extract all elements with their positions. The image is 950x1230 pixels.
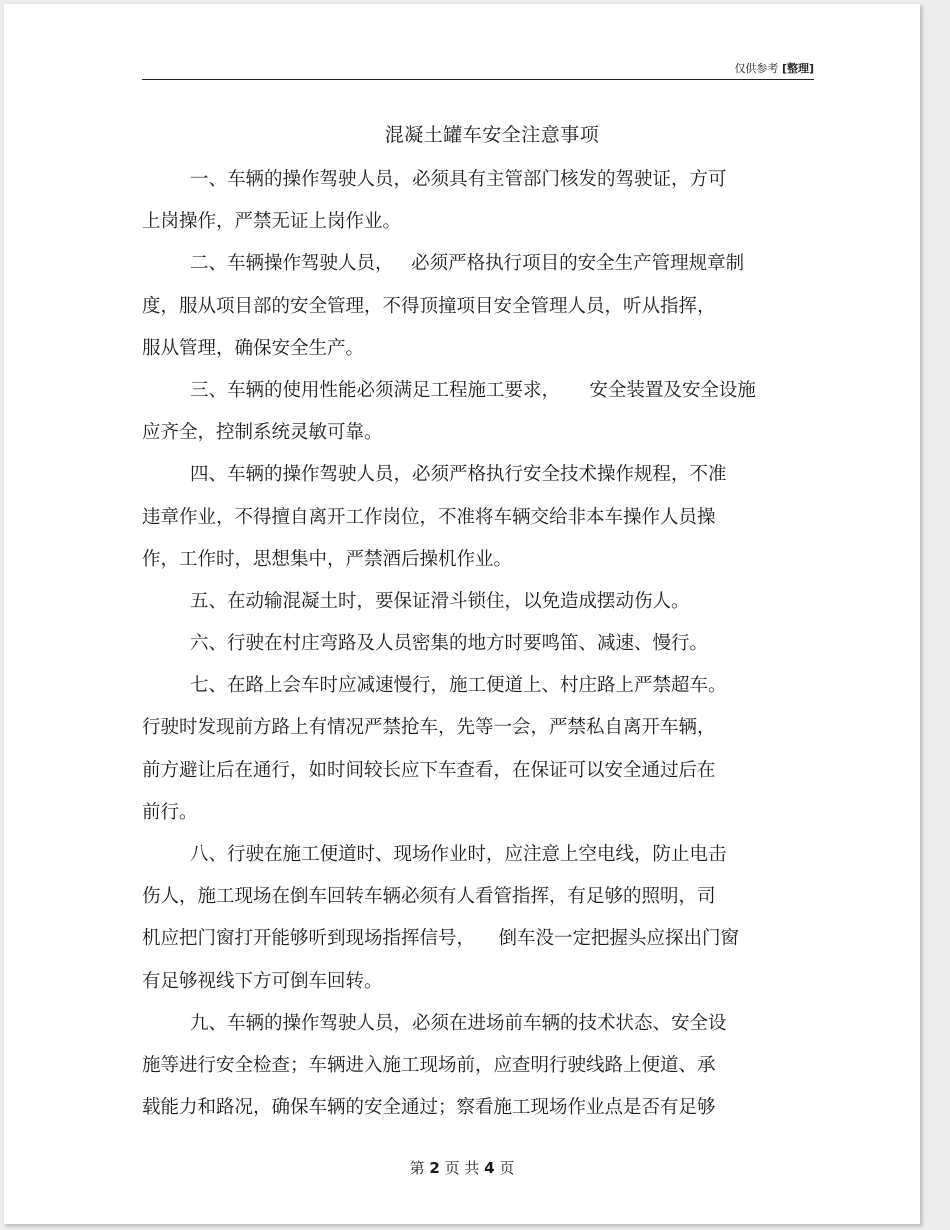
document-page	[4, 4, 920, 1224]
body-line: 作，工作时，思想集中，严禁酒后操机作业。	[142, 548, 513, 570]
footer-suffix: 页	[499, 1159, 515, 1177]
body-line: 上岗操作，严禁无证上岗作业。	[142, 211, 402, 233]
body-line: 四、车辆的操作驾驶人员，必须严格执行安全技术操作规程，不准	[190, 464, 727, 486]
body-line: 前行。	[142, 801, 198, 823]
body-line: 九、车辆的操作驾驶人员，必须在进场前车辆的技术状态、安全设	[190, 1012, 727, 1034]
body-line: 五、在动输混凝土时，要保证滑斗锁住，以免造成摆动伤人。	[190, 590, 690, 612]
body-line: 八、行驶在施工便道时、现场作业时，应注意上空电线，防止电击	[190, 844, 727, 865]
page-header	[142, 60, 814, 80]
header-rule	[142, 79, 814, 80]
body-line: 有足够视线下方可倒车回转。	[142, 970, 383, 992]
total-page-count: 4	[484, 1159, 495, 1177]
current-page-number: 2	[429, 1159, 440, 1177]
body-line: 前方避让后在通行，如时间较长应下车查看，在保证可以安全通过后在	[142, 759, 716, 781]
body-line: 行驶时发现前方路上有情况严禁抢车，先等一会，严禁私自离开车辆，	[142, 717, 716, 739]
footer-prefix: 第	[409, 1159, 425, 1177]
body-line: 服从管理，确保安全生产。	[142, 337, 365, 359]
page-footer	[4, 1157, 920, 1178]
document-title: 混凝土罐车安全注意事项	[384, 124, 600, 146]
header-bracket: [整理]	[781, 62, 814, 75]
header-text: 仅供参考	[734, 62, 779, 75]
body-line: 机应把门窗打开能够听到现场指挥信号， 倒车没一定把握头应探出门窗	[142, 928, 740, 950]
body-line: 施等进行安全检查；车辆进入施工现场前，应查明行驶线路上便道、承	[142, 1054, 716, 1076]
document-body	[142, 159, 822, 1129]
body-line: 六、行驶在村庄弯路及人员密集的地方时要鸣笛、减速、慢行。	[190, 633, 709, 655]
body-line: 七、在路上会车时应减速慢行，施工便道上、村庄路上严禁超车。	[190, 675, 727, 697]
body-line: 二、车辆操作驾驶人员， 必须严格执行项目的安全生产管理规章制	[190, 253, 745, 275]
body-line: 度，服从项目部的安全管理，不得顶撞项目安全管理人员，听从指挥，	[142, 295, 716, 317]
body-line: 伤人，施工现场在倒车回转车辆必须有人看管指挥，有足够的照明，司	[142, 886, 716, 908]
body-line: 应齐全，控制系统灵敏可靠。	[142, 422, 383, 444]
footer-middle: 页 共	[444, 1159, 480, 1177]
body-line: 三、车辆的使用性能必须满足工程施工要求， 安全装置及安全设施	[190, 379, 756, 401]
body-line: 违章作业，不得擅自离开工作岗位，不准将车辆交给非本车操作人员操	[142, 506, 716, 528]
body-line: 一、车辆的操作驾驶人员，必须具有主管部门核发的驾驶证，方可	[190, 169, 727, 190]
body-line: 载能力和路况，确保车辆的安全通过；察看施工现场作业点是否有足够	[142, 1097, 716, 1119]
